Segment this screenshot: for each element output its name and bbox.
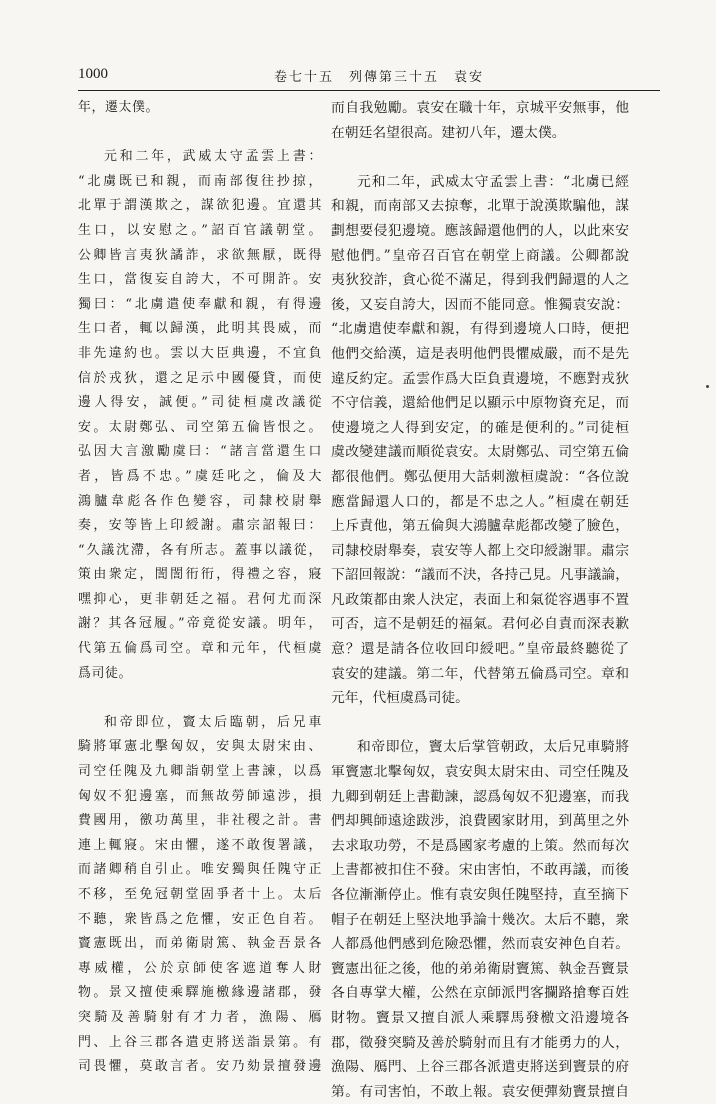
translation-text-line: 和親，而南部又去掠奪，北單于說漢欺騙他，謀 [331,198,629,215]
translation-text-line: 應當歸還人口的，都是不忠之人。”桓虞在朝廷 [331,493,629,510]
classical-text-line: 鴻臚韋彪各作色變容，司隸校尉舉 [78,493,322,509]
margin-dot [706,385,709,388]
paragraph-gap [331,145,629,170]
translation-text-line: 夷狄狡詐，貪心從不滿足，得到我們歸還的人之 [331,272,629,289]
translation-text-column [331,96,629,1100]
classical-text-line: 策由衆定，誾誾衎衎，得禮之容，寢 [78,567,322,583]
classical-text-line: 門、上谷三郡各遣吏將送詣景第。有 [78,1034,322,1050]
translation-text-line: 不守信義，還給他們足以顯示中原物資充足，而 [331,395,629,412]
translation-text-line: 第。有司害怕，不敢上報。袁安便彈劾竇景擅自 [331,1083,629,1100]
classical-text-line: 信於戎狄，還之足示中國優貸，而使 [78,370,322,386]
classical-text-line: 非先違約也。雲以大臣典邊，不宜負 [78,345,322,361]
classical-text-line: 爲司徒。 [78,665,132,681]
translation-text-line: 各自專掌大權，公然在京師派門客攔路搶奪百姓 [331,985,629,1002]
translation-text-line: 財物。竇景又擅自派人乘驛馬發檄文沿邊境各 [331,1009,629,1026]
page-header [78,64,660,91]
translation-text-line: 竇憲出征之後，他的弟弟衛尉竇篤、執金吾竇景 [331,960,629,977]
classical-text-line: “久議沈滯，各有所志。蓋事以議從， [78,542,322,558]
classical-text-line: 奏，安等皆上印綬謝。肅宗詔報曰： [78,518,322,534]
classical-text-line: 不移，至免冠朝堂固爭者十上。太后 [78,887,322,902]
translation-text-line: 上書都被扣住不發。宋由害怕，不敢再議，而後 [331,862,629,879]
translation-text-line: 而自我勉勵。袁安在職十年，京城平安無事，他 [331,100,629,116]
classical-text-line: 司空任隗及九卿詣朝堂上書諫，以爲 [78,764,322,780]
translation-text-line: 軍竇憲北擊匈奴，袁安與太尉宋由、司空任隗及 [331,764,629,781]
translation-text-line: 違反約定。孟雲作爲大臣負責邊境，不應對戎狄 [331,370,629,387]
classical-text-line: 公卿皆言夷狄譎詐，求欲無厭，既得 [78,247,322,263]
translation-text-line: 意？還是請各位收回印綬吧。”皇帝最終聽從了 [331,641,629,658]
classical-text-line: “北虜既已和親，而南部復往抄掠， [78,173,322,189]
classical-text-line: 嘿抑心，更非朝廷之福。君何尤而深 [78,591,322,607]
classical-text-line: 連上輒寢。宋由懼，遂不敢復署議， [78,837,322,853]
classical-text-column [78,96,322,1075]
classical-text-line: 專威權，公於京師使客遮道奪人財 [78,960,322,976]
translation-text-line: 下詔回報說：“議而不決，各持己見。凡事議論， [331,567,629,584]
classical-text-line: 邊人得安，誠便。”司徒桓虞改議從 [78,395,322,411]
translation-text-line: “北虜遣使奉獻和親，有得到邊境人口時，便把 [331,321,629,338]
translation-text-line: 們却興師遠途跋涉，浪費國家財用，到萬里之外 [331,813,629,830]
translation-text-line: 他們交給漢，這是表明他們畏懼威嚴，而不是先 [331,345,629,362]
running-title: 卷七十五 列傳第三十五 袁安 [274,70,485,85]
classical-text-line: 竇憲既出，而弟衛尉篤、執金吾景各 [78,936,322,952]
classical-text-line: 司畏懼，莫敢言者。安乃劾景擅發邊 [78,1059,322,1075]
classical-text-line: 安。太尉鄭弘、司空第五倫皆恨之。 [78,419,322,435]
translation-text-line: 使邊境之人得到安定，的確是便利的。”司徒桓 [331,419,629,436]
classical-text-line: 物。景又擅使乘驛施檄緣邊諸郡，發 [78,985,322,1001]
classical-text-line: 者，皆爲不忠。”虞廷叱之，倫及大 [78,468,322,484]
translation-text-line: 上斥責他，第五倫與大鴻臚韋彪都改變了臉色， [331,518,629,535]
classical-text-line: 元和二年，武威太守孟雲上書： [104,149,322,165]
classical-text-line: 不聽，衆皆爲之危懼，安正色自若。 [78,911,322,927]
translation-text-line: 慰他們。”皇帝召百官在朝堂上商議。公卿都說 [331,247,629,264]
classical-text-line: 謝？其各冠履。”帝竟從安議。明年， [78,616,322,632]
translation-text-line: 各位漸漸停止。惟有袁安與任隗堅持，直至摘下 [331,887,629,903]
classical-text-line: 代第五倫爲司空。章和元年，代桓虞 [78,641,322,657]
translation-text-line: 可否，這不是朝廷的福氣。君何必自責而深表歉 [331,616,629,633]
translation-text-line: 郡，徵發突騎及善於騎射而且有才能勇力的人， [331,1034,629,1051]
classical-text-line: 北單于謂漢欺之，謀欲犯邊。宜還其 [78,198,322,214]
translation-text-line: 帽子在朝廷上堅決地爭論十幾次。太后不聽，衆 [331,911,629,928]
classical-text-line: 而諸卿稍自引止。唯安獨與任隗守正 [78,862,322,878]
translation-text-line: 去求取功勞，不是爲國家考慮的上策。然而每次 [331,837,629,854]
translation-text-line: 元和二年，武威太守孟雲上書：“北虜已經 [357,173,629,190]
translation-text-line: 袁安的建議。第二年，代替第五倫爲司空。章和 [331,665,629,682]
translation-text-line: 司隸校尉舉奏，袁安等人都上交印綬謝罪。肅宗 [331,542,629,559]
translation-text-line: 漁陽、鴈門、上谷三郡各派遣吏將送到竇景的府 [331,1059,629,1076]
translation-text-line: 元年，代桓虞爲司徒。 [331,690,469,707]
translation-text-line: 九卿到朝廷上書勸諫，認爲匈奴不犯邊塞，而我 [331,788,629,805]
translation-text-line: 在朝廷名望很高。建初八年，遷太僕。 [331,124,566,141]
paragraph-gap [78,121,322,146]
classical-text-line: 生口者，輒以歸漢，此明其畏威，而 [78,321,322,337]
paragraph-gap [331,711,629,736]
classical-text-line: 生口，當復妄自誇大，不可開許。安 [78,272,322,288]
translation-text-line: 和帝即位，竇太后掌管朝政，太后兄車騎將 [357,739,629,756]
classical-text-line: 費國用，徼功萬里，非社稷之計。書 [78,813,322,829]
classical-text-line: 年，遷太僕。 [78,100,159,115]
classical-text-line: 騎將軍憲北擊匈奴，安與太尉宋由、 [78,739,322,755]
classical-text-line: 和帝即位，竇太后臨朝，后兄車 [104,714,322,730]
classical-text-line: 生口，以安慰之。”詔百官議朝堂。 [78,222,322,238]
classical-text-line: 匈奴不犯邊塞，而無故勞師遠涉，損 [78,788,322,804]
classical-text-line: 突騎及善騎射有才力者，漁陽、鴈 [78,1009,322,1025]
translation-text-line: 虞改變建議而順從袁安。太尉鄭弘、司空第五倫 [331,444,629,461]
classical-text-line: 弘因大言激勵虞曰：“諸言當還生口 [78,444,322,460]
translation-text-line: 後，又妄自誇大，因而不能同意。惟獨袁安說： [331,296,629,313]
translation-text-line: 都很他們。鄭弘便用大話刺激桓虞說：“各位說 [331,468,629,485]
classical-text-line: 獨曰：“北虜遣使奉獻和親，有得邊 [78,296,322,312]
paragraph-gap [78,686,322,711]
translation-text-line: 凡政策都由衆人決定，表面上和氣從容遇事不置 [331,591,629,608]
translation-text-line: 劃想要侵犯邊境。應該歸還他們的人，以此來安 [331,222,629,239]
page-number: 1000 [78,66,108,82]
translation-text-line: 人都爲他們感到危險恐懼，然而袁安神色自若。 [331,936,629,953]
